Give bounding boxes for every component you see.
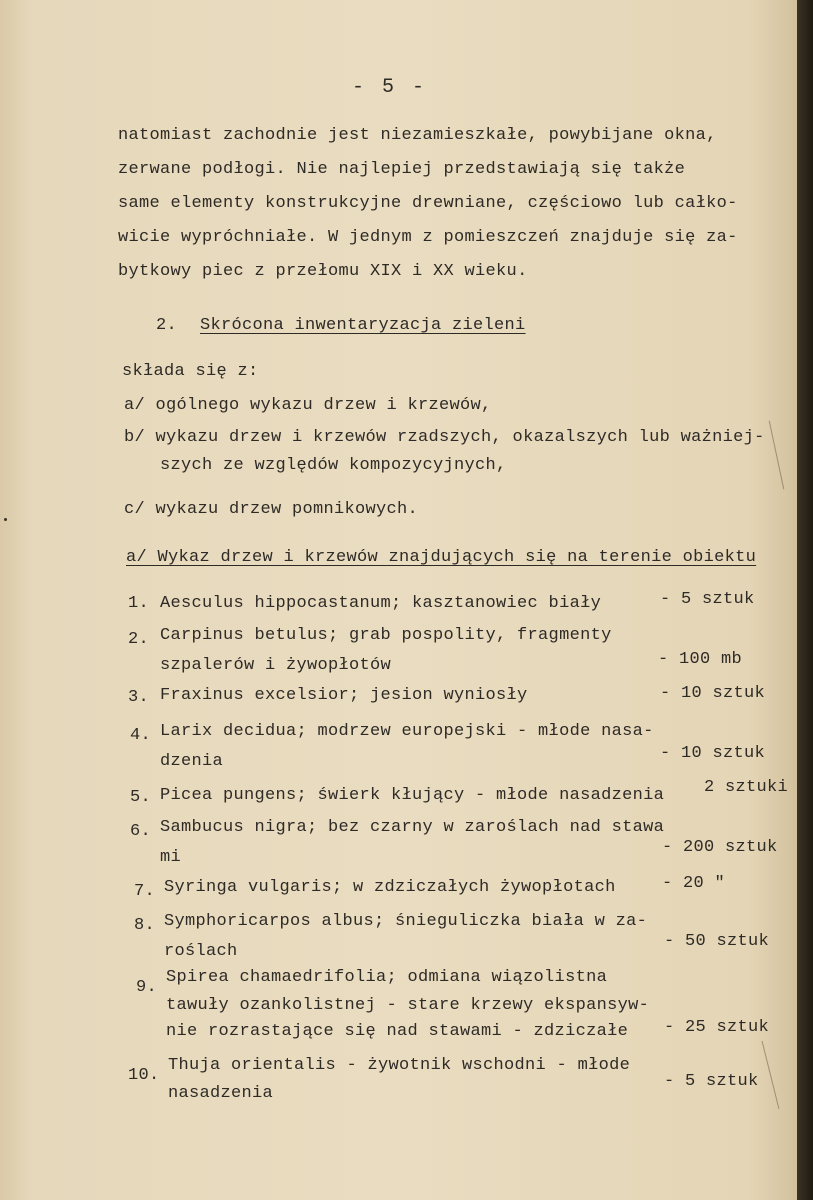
subsection-line: a/ ogólnego wykazu drzew i krzewów, bbox=[124, 396, 492, 415]
item-number: 5. bbox=[130, 788, 152, 807]
item-quantity: - 5 sztuk bbox=[660, 590, 755, 609]
item-quantity: 2 sztuki bbox=[704, 778, 789, 797]
subsection-line: c/ wykazu drzew pomnikowych. bbox=[124, 500, 419, 519]
paragraph-line: wicie wypróchniałe. W jednym z pomieszczeń znajduje się za- bbox=[118, 228, 738, 247]
item-text: nie rozrastające się nad stawami - zdziczałe bbox=[166, 1022, 629, 1041]
section-number: 2. bbox=[156, 316, 178, 335]
consists-of-label: składa się z: bbox=[122, 362, 259, 381]
item-text: szpalerów i żywopłotów bbox=[160, 656, 392, 675]
item-text: mi bbox=[160, 848, 182, 867]
item-quantity: - 200 sztuk bbox=[662, 838, 778, 857]
section-title: Skrócona inwentaryzacja zieleni bbox=[200, 316, 526, 335]
item-number: 1. bbox=[128, 594, 150, 613]
item-text: Fraxinus excelsior; jesion wyniosły bbox=[160, 686, 528, 705]
margin-mark bbox=[769, 421, 785, 490]
punch-mark bbox=[4, 518, 7, 521]
paragraph-line: bytkowy piec z przełomu XIX i XX wieku. bbox=[118, 262, 528, 281]
item-text: Aesculus hippocastanum; kasztanowiec biały bbox=[160, 594, 602, 613]
page-number: - 5 - bbox=[352, 76, 428, 99]
item-text: Larix decidua; modrzew europejski - młode nasa- bbox=[160, 722, 654, 741]
item-quantity: - 5 sztuk bbox=[664, 1072, 759, 1091]
item-quantity: - 10 sztuk bbox=[660, 684, 766, 703]
item-number: 3. bbox=[128, 688, 150, 707]
item-text: Sambucus nigra; bez czarny w zaroślach nad stawa bbox=[160, 818, 665, 837]
item-number: 7. bbox=[134, 882, 156, 901]
item-text: Picea pungens; świerk kłujący - młode nasadzenia bbox=[160, 786, 665, 805]
item-number: 8. bbox=[134, 916, 156, 935]
item-number: 4. bbox=[130, 726, 152, 745]
paragraph-line: natomiast zachodnie jest niezamieszkałe, powybijane okna, bbox=[118, 126, 717, 145]
item-text: roślach bbox=[164, 942, 238, 961]
item-quantity: - 25 sztuk bbox=[664, 1018, 770, 1037]
item-text: dzenia bbox=[160, 752, 224, 771]
item-number: 10. bbox=[128, 1066, 160, 1085]
item-text: tawuły ozankolistnej - stare krzewy ekspansyw- bbox=[166, 996, 650, 1015]
item-quantity: - 50 sztuk bbox=[664, 932, 770, 951]
item-number: 9. bbox=[136, 978, 158, 997]
subsection-line: b/ wykazu drzew i krzewów rzadszych, okazalszych lub ważniej- bbox=[124, 428, 765, 447]
item-text: Carpinus betulus; grab pospolity, fragmenty bbox=[160, 626, 612, 645]
item-text: Symphoricarpos albus; śnieguliczka biała w za- bbox=[164, 912, 648, 931]
item-quantity: - 100 mb bbox=[658, 650, 743, 669]
item-quantity: - 10 sztuk bbox=[660, 744, 766, 763]
list-heading: a/ Wykaz drzew i krzewów znajdujących się na terenie obiektu bbox=[126, 548, 757, 567]
subsection-line: szych ze względów kompozycyjnych, bbox=[160, 456, 507, 475]
margin-mark bbox=[762, 1041, 780, 1109]
paragraph-line: same elementy konstrukcyjne drewniane, częściowo lub całko- bbox=[118, 194, 738, 213]
item-text: nasadzenia bbox=[168, 1084, 274, 1103]
item-number: 6. bbox=[130, 822, 152, 841]
item-text: Thuja orientalis - żywotnik wschodni - młode bbox=[168, 1056, 631, 1075]
item-text: Spirea chamaedrifolia; odmiana wiązolistna bbox=[166, 968, 608, 987]
scan-edge bbox=[797, 0, 813, 1200]
item-number: 2. bbox=[128, 630, 150, 649]
paragraph-line: zerwane podłogi. Nie najlepiej przedstawiają się także bbox=[118, 160, 686, 179]
item-quantity: - 20 " bbox=[662, 874, 726, 893]
item-text: Syringa vulgaris; w zdziczałych żywopłotach bbox=[164, 878, 616, 897]
